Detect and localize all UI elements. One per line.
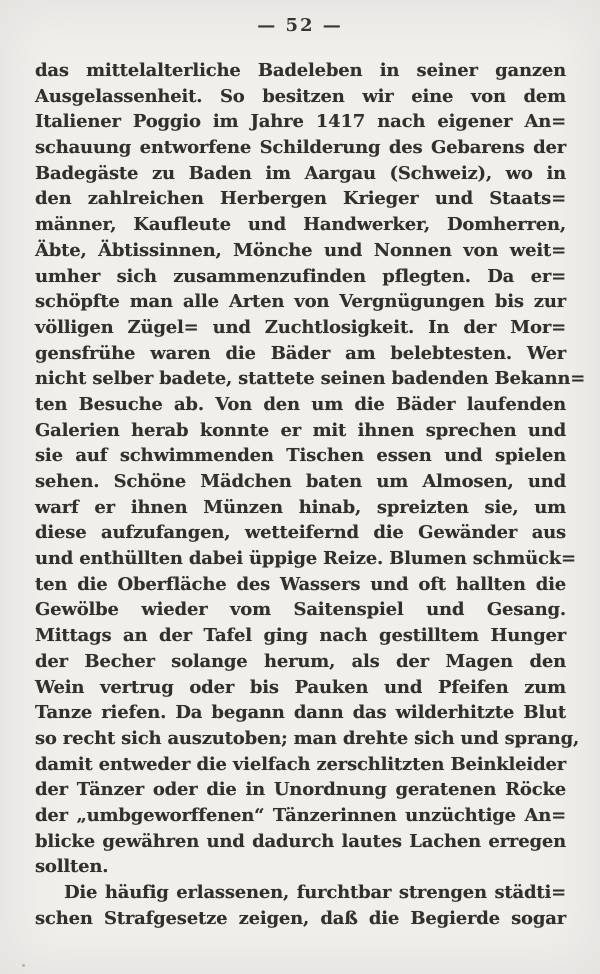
- text-line: den zahlreichen Herbergen Krieger und Staats=: [35, 188, 566, 210]
- text-line: völligen Zügel= und Zuchtlosigkeit. In der Mor=: [35, 316, 566, 338]
- scan-speck: [22, 964, 25, 967]
- text-line: Mittags an der Tafel ging nach gestilltem Hunger: [35, 625, 566, 647]
- text-line: nicht selber badete, stattete seinen badenden Bekann=: [35, 368, 586, 390]
- text-line: diese aufzufangen, wetteifernd die Gewänder aus: [35, 522, 566, 544]
- text-line: Badegäste zu Baden im Aargau (Schweiz), wo in: [35, 162, 566, 184]
- scan-speck: [563, 710, 565, 712]
- page-body: [35, 58, 586, 931]
- text-line: das mittelalterliche Badeleben in seiner ganzen: [35, 60, 566, 81]
- text-line: der „umbgeworffenen“ Tänzerinnen unzüchtige An=: [35, 804, 566, 826]
- text-line: Die häufig erlassenen, furchtbar strengen städti=: [64, 882, 566, 903]
- text-line: schen Strafgesetze zeigen, daß die Begierde sogar: [35, 907, 566, 929]
- text-line: damit entweder die vielfach zerschlitzten Beinkleider: [35, 753, 566, 775]
- text-line: schöpfte man alle Arten von Vergnügungen bis zur: [35, 291, 566, 313]
- text-line: gensfrühe waren die Bäder am belebtesten. Wer: [35, 342, 566, 364]
- text-line: sollten.: [35, 856, 109, 878]
- text-line: Gewölbe wieder vom Saitenspiel und Gesang.: [35, 599, 566, 621]
- text-line: umher sich zusammenzufinden pflegten. Da er=: [35, 265, 566, 287]
- text-line: schauung entworfene Schilderung des Gebarens der: [35, 137, 566, 159]
- text-line: und enthüllten dabei üppige Reize. Blumen schmück=: [35, 548, 576, 570]
- text-line: der Tänzer oder die in Unordnung geratenen Röcke: [35, 779, 566, 801]
- text-line: Wein vertrug oder bis Pauken und Pfeifen zum: [35, 676, 566, 698]
- text-line: Tanze riefen. Da begann dann das wilderhitzte Blut: [35, 702, 566, 724]
- text-line: männer, Kaufleute und Handwerker, Domherren,: [35, 214, 566, 236]
- page-number: — 52 —: [257, 15, 343, 36]
- text-line: Italiener Poggio im Jahre 1417 nach eigener An=: [35, 111, 566, 133]
- text-line: ten die Oberfläche des Wassers und oft hallten die: [35, 573, 566, 595]
- scan-speck: [502, 92, 505, 95]
- text-line: sie auf schwimmenden Tischen essen und spielen: [35, 445, 566, 467]
- text-line: warf er ihnen Münzen hinab, spreizten sie, um: [35, 496, 566, 518]
- text-line: blicke gewähren und dadurch lautes Lachen erregen: [35, 830, 566, 852]
- text-line: sehen. Schöne Mädchen baten um Almosen, und: [35, 471, 566, 492]
- text-line: Galerien herab konnte er mit ihnen sprechen und: [35, 419, 566, 441]
- text-line: ten Besuche ab. Von den um die Bäder laufenden: [35, 393, 566, 415]
- text-line: Ausgelassenheit. So besitzen wir eine von dem: [35, 85, 566, 107]
- text-line: so recht sich auszutoben; man drehte sich und sprang,: [35, 727, 580, 749]
- text-line: der Becher solange herum, als der Magen den: [35, 650, 566, 672]
- text-line: Äbte, Äbtissinnen, Mönche und Nonnen von weit=: [35, 239, 566, 261]
